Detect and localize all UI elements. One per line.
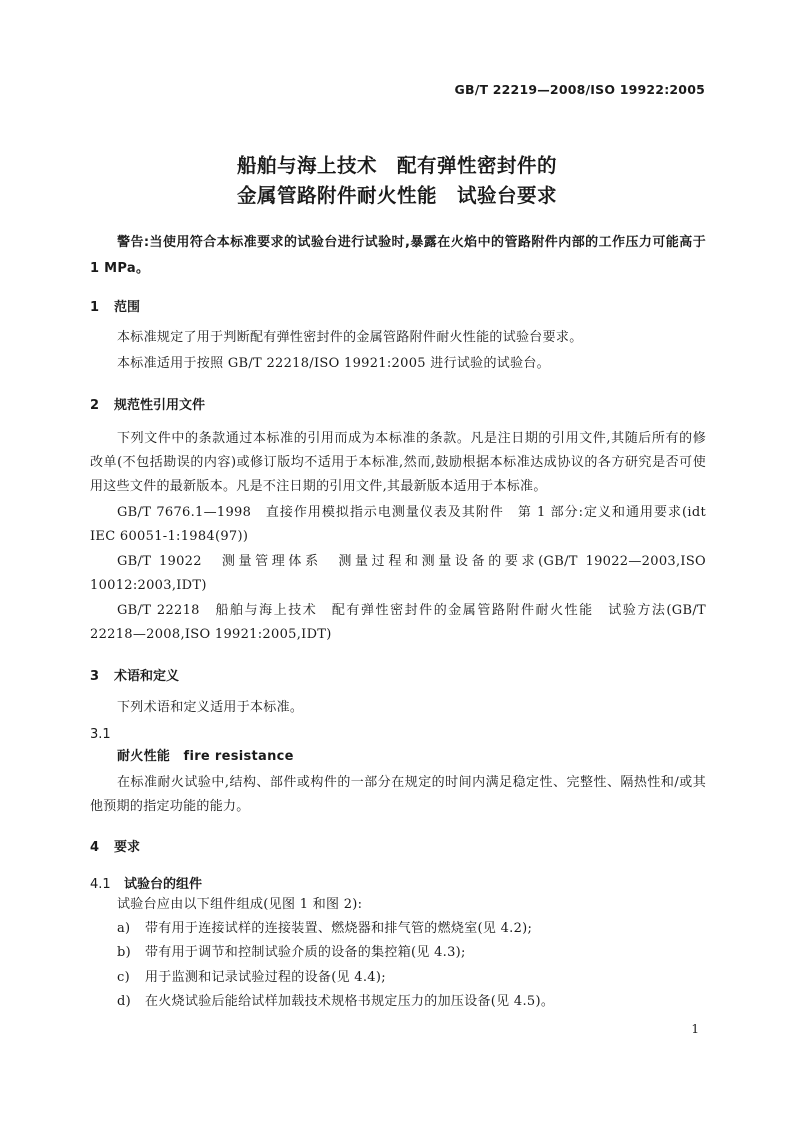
standard-number: GB/T 22219—2008/ISO 19922:2005 xyxy=(454,82,705,97)
list-item: c) 用于监测和记录试验过程的设备(见 4.4); xyxy=(117,970,386,985)
page-number: 1 xyxy=(691,1022,699,1036)
reference-2: GB/T 19022 测量管理体系 测量过程和测量设备的要求(GB/T 19022—2003,ISO 10012:2003,IDT) xyxy=(90,554,706,593)
section-4-1-para-1: 试验台应由以下组件组成(见图 1 和图 2): xyxy=(117,897,363,912)
section-2-para-1: 下列文件中的条款通过本标准的引用而成为本标准的条款。凡是注日期的引用文件,其随后所有的修改单(不包括勘误的内容)或修订版均不适用于本标准,然而,鼓励根据本标准达成协议的各方研究是否可使用这些文件的最新版本。凡是不注日期的引用文件,其最新版本适用于本标准。 xyxy=(90,431,706,494)
subsection-4-1-heading: 4.1 试验台的组件 xyxy=(90,877,203,892)
reference-1: GB/T 7676.1—1998 直接作用模拟指示电测量仪表及其附件 第 1 部分:定义和通用要求(idt IEC 60051-1:1984(97)) xyxy=(90,505,706,544)
section-4-heading: 4 要求 xyxy=(90,840,141,855)
list-item: d) 在火烧试验后能给试样加载技术规格书规定压力的加压设备(见 4.5)。 xyxy=(117,994,555,1009)
section-1-para-1: 本标准规定了用于判断配有弹性密封件的金属管路附件耐火性能的试验台要求。 xyxy=(117,330,583,345)
section-1-heading: 1 范围 xyxy=(90,300,141,315)
list-item: a) 带有用于连接试样的连接装置、燃烧器和排气管的燃烧室(见 4.2); xyxy=(117,921,533,936)
section-1-para-2: 本标准适用于按照 GB/T 22218/ISO 19921:2005 进行试验的试验台。 xyxy=(117,356,550,371)
section-3-para-1: 下列术语和定义适用于本标准。 xyxy=(117,700,304,715)
section-3-heading: 3 术语和定义 xyxy=(90,669,180,684)
subsection-3-1-number: 3.1 xyxy=(90,727,111,742)
term-definition: 在标准耐火试验中,结构、部件或构件的一部分在规定的时间内满足稳定性、完整性、隔热性和/或其他预期的指定功能的能力。 xyxy=(90,775,706,814)
list-item: b) 带有用于调节和控制试验介质的设备的集控箱(见 4.3); xyxy=(117,945,466,960)
doc-title-line1: 船舶与海上技术 配有弹性密封件的 xyxy=(236,154,557,177)
term-fire-resistance: 耐火性能 fire resistance xyxy=(117,749,294,764)
warning-text: 警告:当使用符合本标准要求的试验台进行试验时,暴露在火焰中的管路附件内部的工作压力可能高于 1 MPa。 xyxy=(90,235,706,276)
section-2-heading: 2 规范性引用文件 xyxy=(90,398,206,413)
reference-3: GB/T 22218 船舶与海上技术 配有弹性密封件的金属管路附件耐火性能 试验方法(GB/T 22218—2008,ISO 19921:2005,IDT) xyxy=(90,603,706,642)
doc-title-line2: 金属管路附件耐火性能 试验台要求 xyxy=(236,184,557,207)
